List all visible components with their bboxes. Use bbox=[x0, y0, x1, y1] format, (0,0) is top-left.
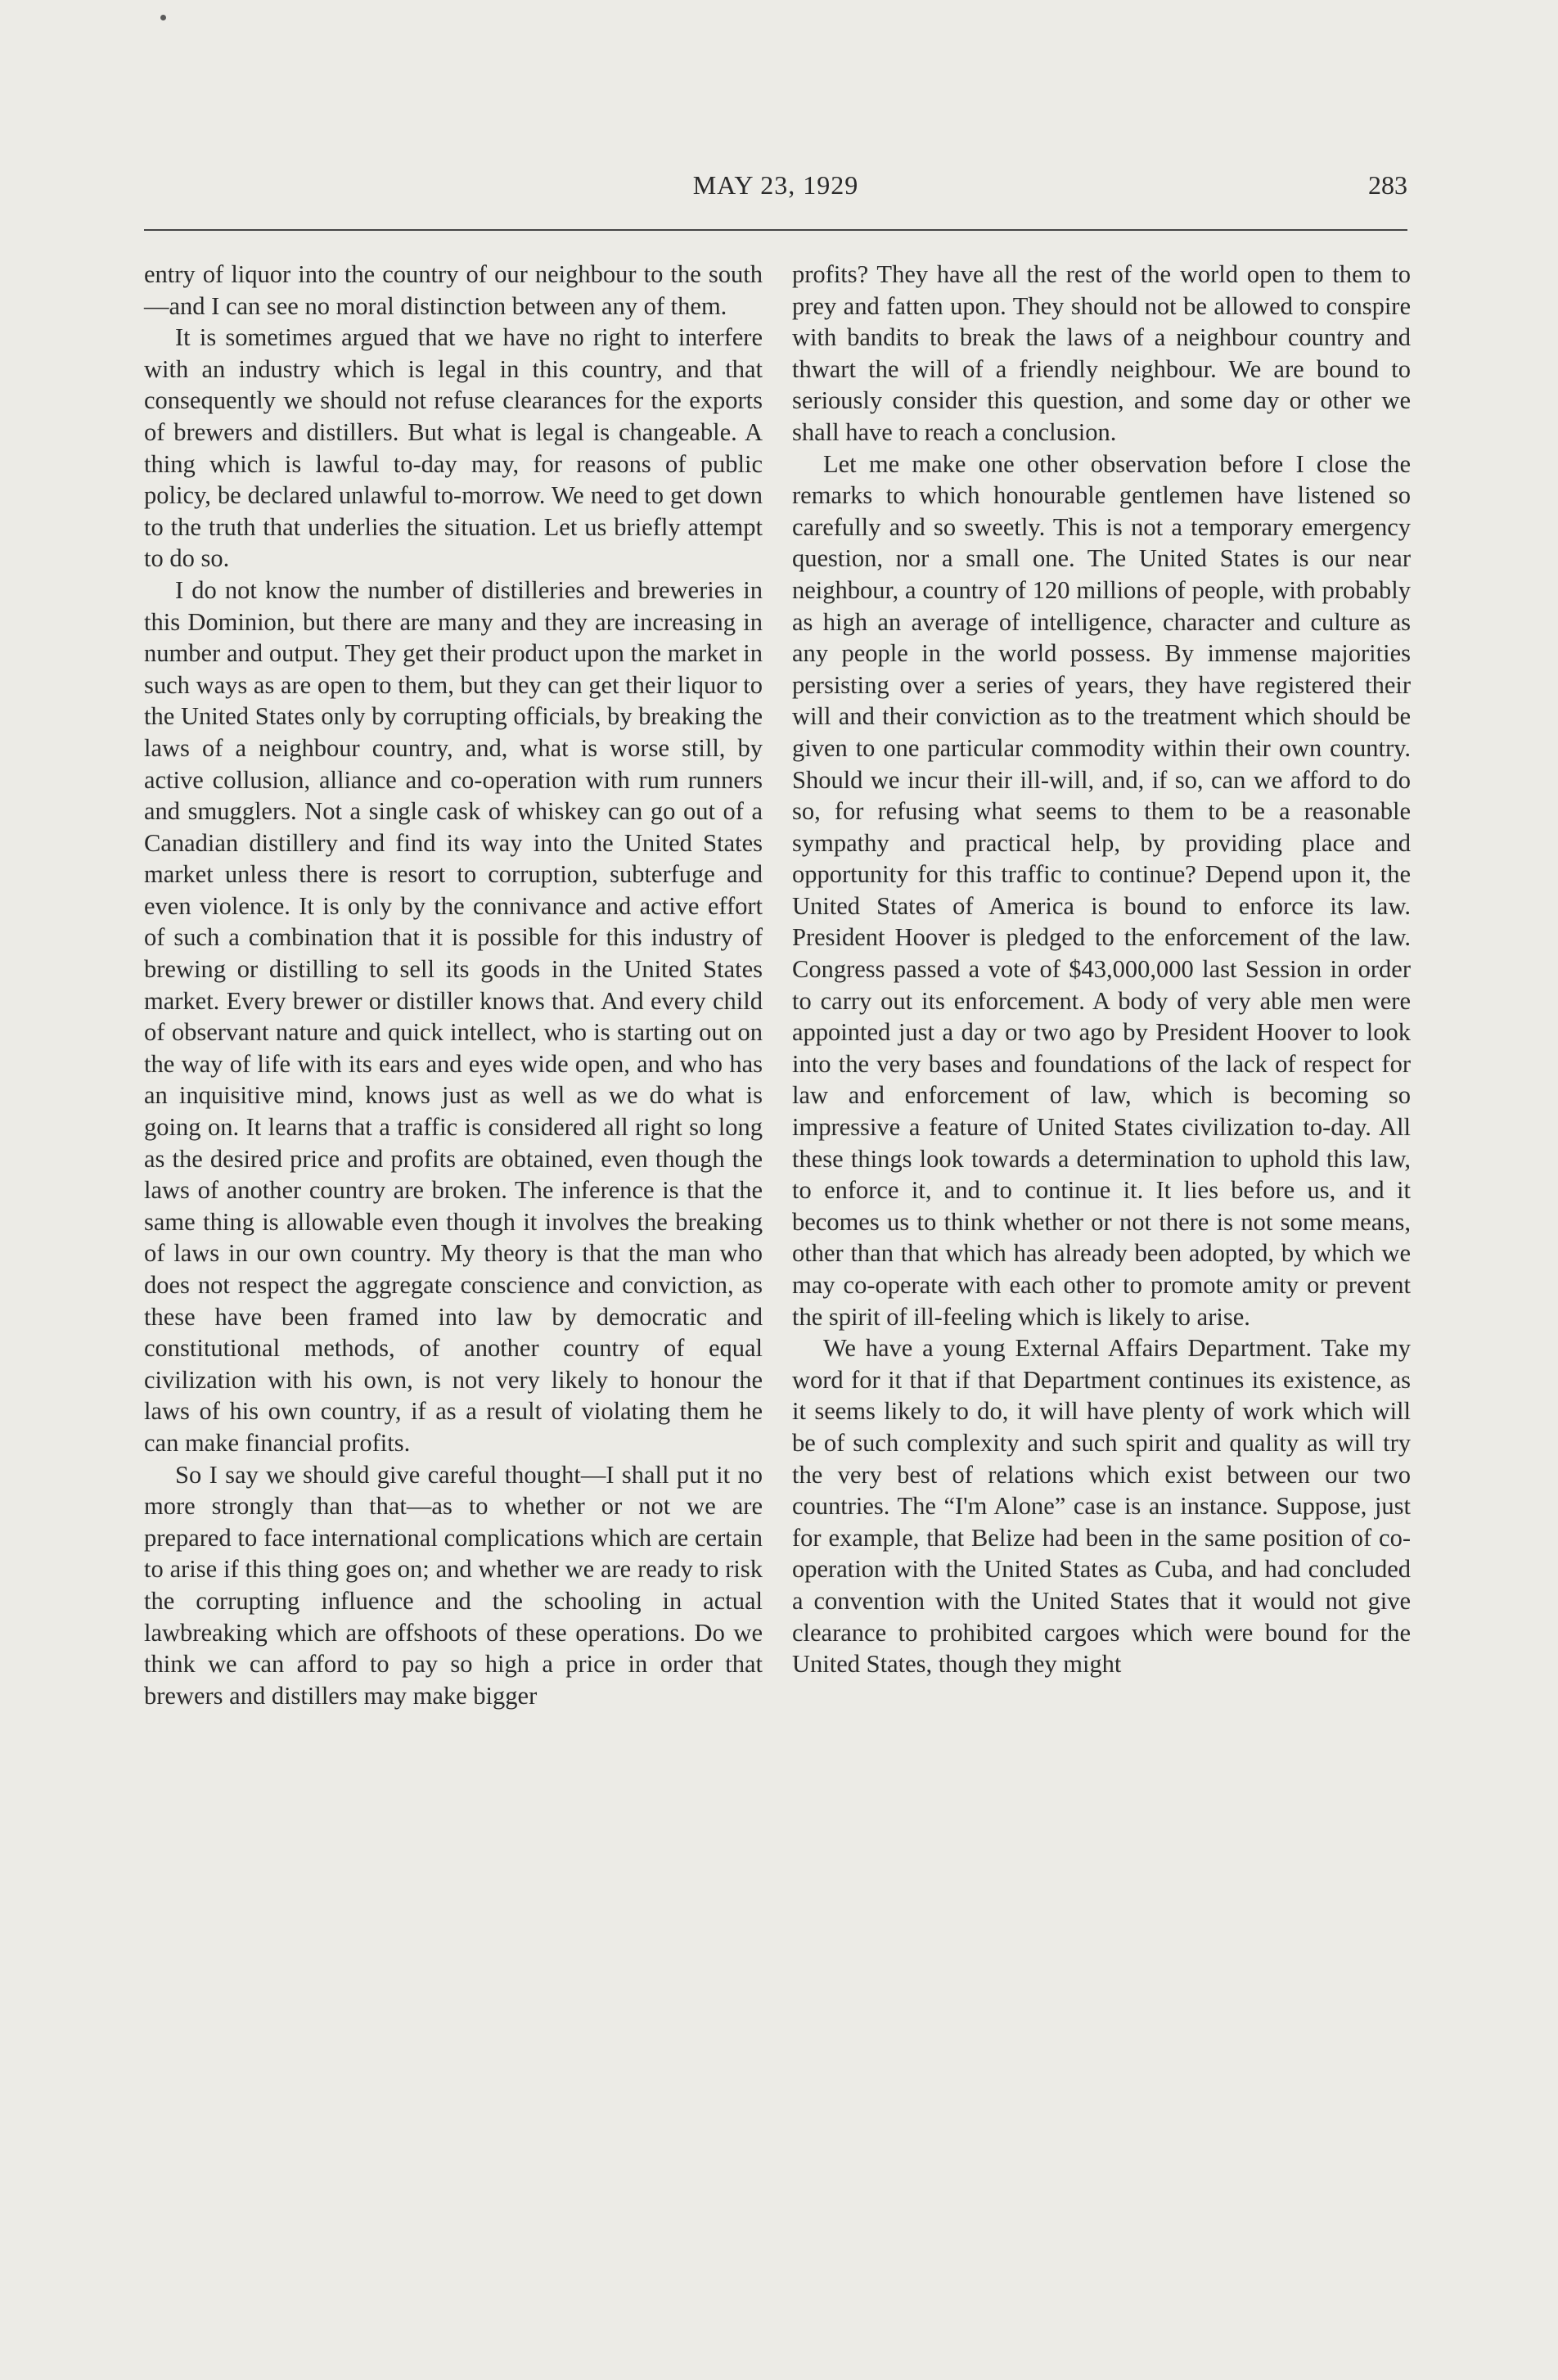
running-header bbox=[144, 170, 1407, 210]
paragraph: Let me make one other observation before I close the remarks to which honourable gentlemen have listened so carefully and so sweetly. This is not a temporary emergency question, nor a small one. The United States is our near neighbour, a country of 120 millions of people, with probably as high an average of intelligence, character and culture as any people in the world possess. By immense majorities persisting over a series of years, they have registered their will and their conviction as to the treatment which should be given to one particular commodity within their own country. Should we incur their ill-will, and, if so, can we afford to do so, for refusing what seems to them to be a reasonable sympathy and practical help, by providing place and opportunity for this traffic to continue? Depend upon it, the United States of America is bound to enforce its law. President Hoover is pledged to the enforcement of the law. Congress passed a vote of $43,000,000 last Session in order to carry out its enforcement. A body of very able men were appointed just a day or two ago by President Hoover to look into the very bases and foundations of the lack of respect for law and enforcement of law, which is becoming so impressive a feature of United States civilization to-day. All these things look towards a determination to uphold this law, to enforce it, and to continue it. It lies before us, and it becomes us to think whether or not there is not some means, other than that which has already been adopted, by which we may co-operate with each other to promote amity or prevent the spirit of ill-feeling which is likely to arise. bbox=[792, 449, 1411, 1331]
right-column bbox=[792, 259, 1411, 1680]
page-number: 283 bbox=[1368, 170, 1407, 200]
paragraph: So I say we should give careful thought—I shall put it no more strongly than that—as to whether or not we are prepared to face international complications which are certain to arise if this thing goes on; and whether we are ready to risk the corrupting influence and the schooling in actual lawbreaking which are offshoots of these operations. Do we think we can afford to pay so high a price in order that brewers and distillers may make bigger bbox=[144, 1460, 763, 1710]
header-date: MAY 23, 1929 bbox=[692, 170, 859, 200]
paragraph: profits? They have all the rest of the world open to them to prey and fatten upon. They should not be allowed to conspire with bandits to break the laws of a neighbour country and thwart the will of a friendly neighbour. We are bound to seriously consider this question, and some day or other we shall have to reach a conclusion. bbox=[792, 260, 1411, 446]
paragraph: I do not know the number of distilleries and breweries in this Dominion, but there are many and they are increasing in number and output. They get their product upon the market in such ways as are open to them, but they can get their liquor to the United States only by corrupting officials, by breaking the laws of a neighbour country, and, what is worse still, by active collusion, alliance and co-operation with rum runners and smugglers. Not a single cask of whiskey can go out of a Canadian distillery and find its way into the United States market unless there is resort to corruption, subterfuge and even violence. It is only by the connivance and active effort of such a combination that it is possible for this industry of brewing or distilling to sell its goods in the United States market. Every brewer or distiller knows that. And every child of observant nature and quick intellect, who is starting out on the way of life with its ears and eyes wide open, and who has an inquisitive mind, knows just as well as we do what is going on. It learns that a traffic is considered all right so long as the desired price and profits are obtained, even though the laws of another country are broken. The inference is that the same thing is allowable even though it involves the breaking of laws in our own country. My theory is that the man who does not respect the aggregate conscience and conviction, as these have been framed into law by democratic and constitutional methods, of another country of equal civilization with his own, is not very likely to honour the laws of his own country, if as a result of violating them he can make financial profits. bbox=[144, 575, 763, 1457]
paragraph: It is sometimes argued that we have no right to interfere with an industry which is legal in this country, and that consequently we should not refuse clearances for the exports of brewers and distillers. But what is legal is changeable. A thing which is lawful to-day may, for reasons of public policy, be declared unlawful to-morrow. We need to get down to the truth that underlies the situation. Let us briefly attempt to do so. bbox=[144, 323, 763, 573]
left-column bbox=[144, 259, 763, 1711]
paragraph: We have a young External Affairs Department. Take my word for it that if that Department continues its existence, as it seems likely to do, it will have plenty of work which will be of such complexity and such spirit and quality as will try the very best of relations which exist between our two countries. The “I'm Alone” case is an instance. Suppose, just for example, that Belize had been in the same position of co-operation with the United States as Cuba, and had concluded a convention with the United States that it would not give clearance to prohibited cargoes which were bound for the United States, though they might bbox=[792, 1334, 1411, 1679]
paragraph: entry of liquor into the country of our neighbour to the south—and I can see no moral distinction between any of them. bbox=[144, 260, 763, 320]
page-speck bbox=[160, 15, 166, 20]
header-rule bbox=[144, 229, 1407, 231]
